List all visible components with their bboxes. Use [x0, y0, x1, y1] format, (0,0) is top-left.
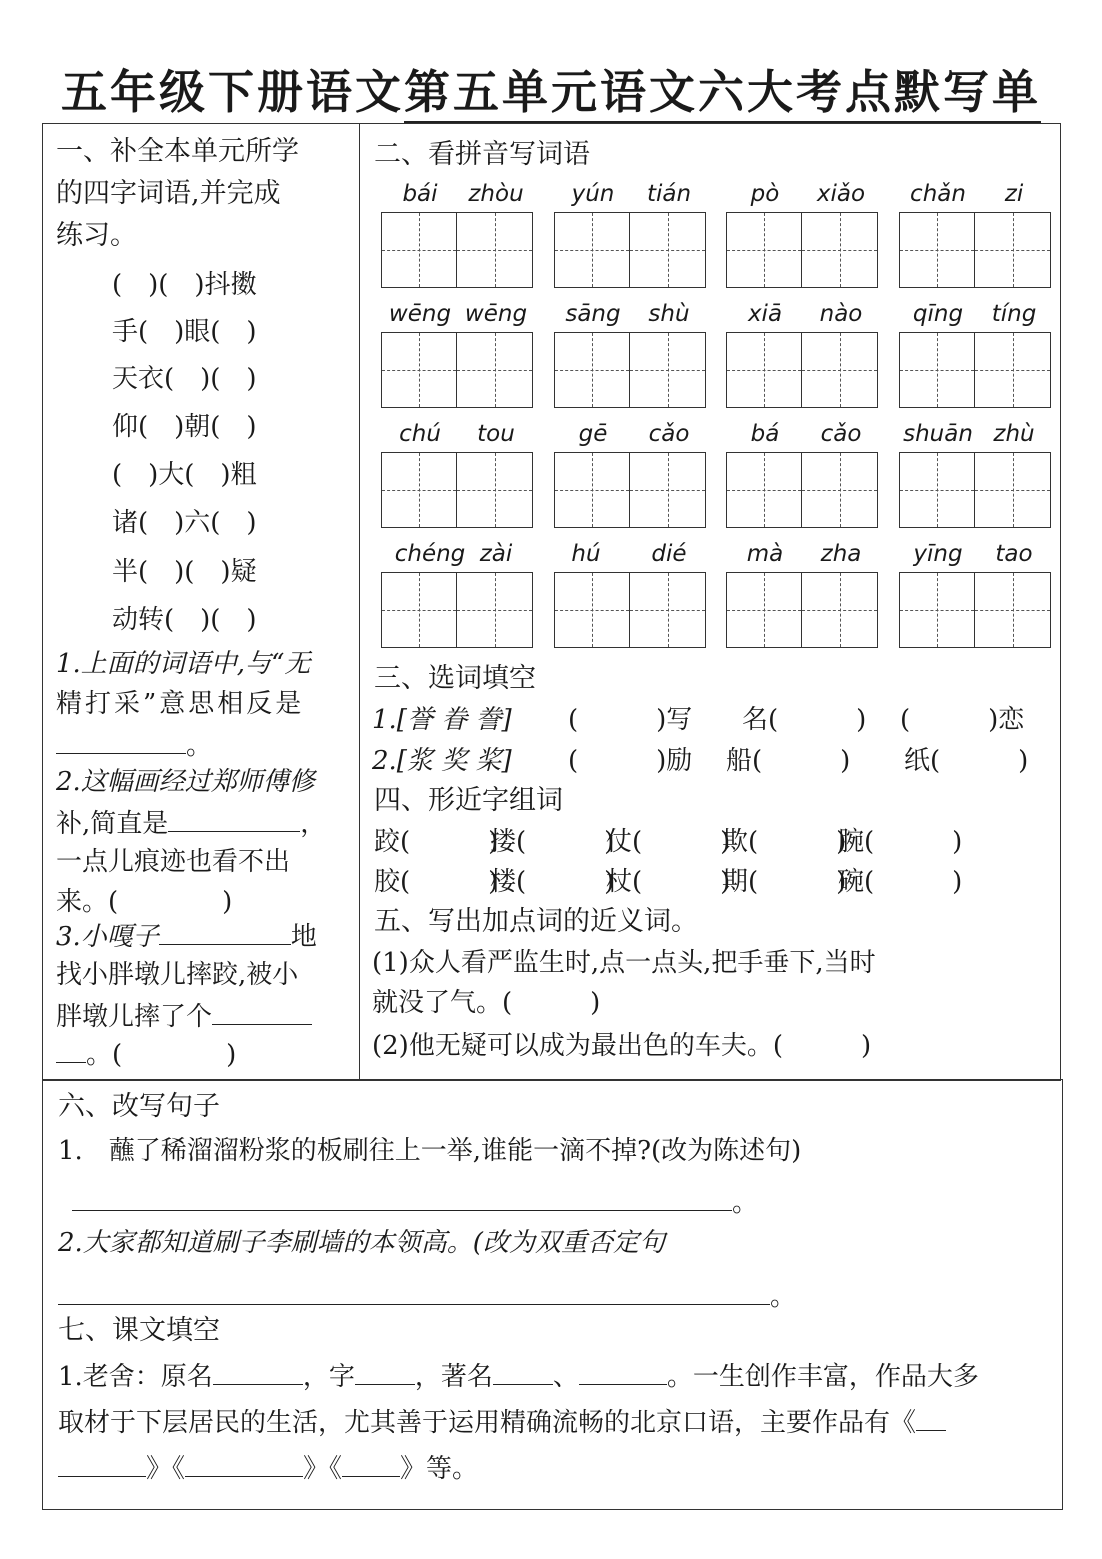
fill-text: 》等。 [400, 1454, 479, 1484]
fill-text: ，著名 [414, 1362, 493, 1392]
pinyin: qīng [912, 301, 964, 327]
writing-grid[interactable] [554, 332, 706, 408]
fill-text: 1.老舍：原名 [58, 1362, 213, 1392]
pinyin: yīng [913, 541, 963, 567]
choice2-c: 纸( ) [904, 746, 1029, 776]
answer-blank[interactable] [493, 1358, 553, 1385]
synonym-q2: (2)他无疑可以成为最出色的车夫。( ) [372, 1031, 872, 1061]
writing-grid[interactable] [899, 212, 1051, 288]
question3-line1 [56, 918, 317, 954]
pinyin: chú [399, 421, 441, 447]
writing-grid[interactable] [726, 212, 878, 288]
answer-blank[interactable] [159, 918, 291, 945]
pinyin: tao [995, 541, 1033, 567]
question2-line2 [56, 805, 326, 841]
question3-end: 。( ) [86, 1040, 237, 1070]
writing-grid[interactable] [899, 332, 1051, 408]
answer-blank[interactable] [185, 1450, 303, 1477]
pinyin: tou [477, 421, 515, 447]
char-pair: 仗( ) [606, 827, 731, 857]
section2-heading: 二、看拼音写词语 [374, 139, 590, 170]
idiom-3: 天衣( )( ) [112, 364, 257, 394]
writing-grid[interactable] [726, 332, 878, 408]
idiom-1: ( )( )抖擞 [112, 270, 257, 300]
choice1-b: 名( ) [742, 705, 867, 735]
synonym-q1-line1: (1)众人看严监生时,点一点头,把手垂下,当时 [372, 948, 876, 978]
pinyin: zhù [993, 421, 1035, 447]
pinyin: zài [479, 541, 513, 567]
writing-grid[interactable] [381, 332, 533, 408]
section5-heading: 五、写出加点词的近义词。 [374, 906, 698, 937]
section7-heading: 七、课文填空 [58, 1315, 220, 1346]
pinyin: shù [648, 301, 690, 327]
answer-blank[interactable] [168, 805, 300, 832]
choice1-a: ( )写 [568, 705, 693, 735]
pinyin: zha [820, 541, 862, 567]
pinyin: sāng [565, 301, 621, 327]
question2-line4: 来。( ) [56, 887, 233, 917]
pinyin: zi [1004, 181, 1024, 207]
answer-blank[interactable] [56, 727, 186, 754]
char-pair: 胶( ) [374, 867, 499, 897]
pinyin: cǎo [648, 421, 690, 447]
writing-grid[interactable] [899, 572, 1051, 648]
fill-text: 取材于下层居民的生活，尤其善于运用精确流畅的北京口语，主要作品有《 [58, 1408, 917, 1438]
pinyin: yún [571, 181, 615, 207]
question3-line4 [56, 1036, 236, 1072]
question2-line1: 2.这幅画经过郑师傅修 [56, 767, 315, 797]
answer-line[interactable] [72, 1210, 732, 1211]
answer-line[interactable] [58, 1304, 770, 1305]
fill-line1 [58, 1358, 979, 1394]
pinyin: shuān [903, 421, 973, 447]
fill-text: ，字 [302, 1362, 355, 1392]
idiom-2: 手( )眼( ) [112, 317, 257, 347]
pinyin: nào [819, 301, 863, 327]
char-pair: 搂( ) [490, 827, 615, 857]
section4-heading: 四、形近字组词 [374, 785, 563, 816]
answer-blank[interactable] [916, 1404, 946, 1431]
choice1-words: 1.[誉 眷 誊] [372, 705, 512, 735]
pinyin: bái [402, 181, 438, 207]
pinyin: hú [571, 541, 601, 567]
choice2-b: 船( ) [726, 746, 851, 776]
fill-text: 》《 [146, 1454, 186, 1484]
section1-heading-line2: 的四字词语,并完成 [56, 178, 281, 209]
question1-line3 [56, 727, 212, 763]
pinyin: tíng [991, 301, 1037, 327]
char-pair: 期( ) [722, 867, 847, 897]
synonym-q1-line2: 就没了气。( ) [372, 988, 601, 1018]
writing-grid[interactable] [554, 212, 706, 288]
fill-line3 [58, 1450, 478, 1486]
char-pair: 杖( ) [606, 867, 731, 897]
title-part1: 五年级下册语文 [61, 65, 404, 119]
writing-grid[interactable] [726, 452, 878, 528]
pinyin: chǎn [910, 181, 966, 207]
choice2-words: 2.[浆 奖 桨] [372, 746, 512, 776]
writing-grid[interactable] [554, 572, 706, 648]
pinyin: gē [578, 421, 608, 447]
char-pair: 楼( ) [490, 867, 615, 897]
answer-blank[interactable] [579, 1358, 667, 1385]
question2-comma: ， [300, 809, 327, 839]
char-pair: 碗( ) [838, 867, 963, 897]
writing-grid[interactable] [726, 572, 878, 648]
idiom-5: ( )大( )粗 [112, 460, 257, 490]
idiom-6: 诸( )六( ) [112, 508, 257, 538]
section1-heading-line1: 一、补全本单元所学 [56, 136, 299, 167]
answer-blank[interactable] [58, 1450, 146, 1477]
writing-grid[interactable] [381, 572, 533, 648]
pinyin: chéng [394, 541, 466, 567]
question3-tail: 地 [290, 922, 317, 952]
pinyin: wēng [464, 301, 528, 327]
char-pair: 跤( ) [374, 827, 499, 857]
rewrite-q1: 1. 蘸了稀溜溜粉浆的板刷往上一举,谁能一滴不掉?(改为陈述句) [58, 1136, 802, 1166]
rewrite-q1-end: 。 [732, 1188, 759, 1218]
question3-text2: 胖墩儿摔了个 [56, 1002, 213, 1032]
writing-grid[interactable] [381, 212, 533, 288]
writing-grid[interactable] [554, 452, 706, 528]
idiom-7: 半( )( )疑 [112, 557, 257, 587]
answer-blank[interactable] [355, 1358, 415, 1385]
pinyin: xiā [747, 301, 783, 327]
pinyin: pò [750, 181, 780, 207]
choice1-c: ( )恋 [900, 705, 1025, 735]
pinyin: bá [750, 421, 780, 447]
question3-text: 3.小嘎子 [56, 922, 159, 952]
pinyin: mà [746, 541, 784, 567]
question1-line1: 1.上面的词语中,与“无 [56, 649, 311, 679]
char-pair: 腕( ) [838, 827, 963, 857]
answer-blank[interactable] [213, 1358, 303, 1385]
idiom-8: 动转( )( ) [112, 605, 257, 635]
pinyin: wēng [388, 301, 452, 327]
pinyin: zhòu [468, 181, 524, 207]
question3-line2: 找小胖墩儿摔跤,被小 [56, 960, 299, 990]
question3-line3 [56, 998, 312, 1034]
fill-text: 、 [552, 1362, 579, 1392]
fill-text: 。一生创作丰富，作品大多 [666, 1362, 979, 1392]
rewrite-q2: 2.大家都知道刷子李刷墙的本领高。(改为双重否定句 [58, 1228, 665, 1258]
page-title [0, 62, 1102, 122]
fill-text: 》《 [303, 1454, 343, 1484]
choice2-a: ( )励 [568, 746, 693, 776]
question2-line3: 一点儿痕迹也看不出 [56, 847, 291, 877]
fill-line2 [58, 1404, 946, 1440]
pinyin: cǎo [820, 421, 862, 447]
section1-heading-line3: 练习。 [56, 220, 137, 251]
question1-line2: 精打采”意思相反是 [56, 689, 305, 719]
title-part2: 第五单元语文六大考点默写单 [404, 65, 1041, 124]
section6-heading: 六、改写句子 [58, 1091, 220, 1122]
question1-end: 。 [186, 731, 213, 761]
answer-blank[interactable] [342, 1450, 400, 1477]
pinyin: dié [651, 541, 687, 567]
answer-blank[interactable] [56, 1036, 86, 1063]
question2-text: 补,简直是 [56, 809, 169, 839]
pinyin: tián [646, 181, 692, 207]
writing-grid[interactable] [381, 452, 533, 528]
idiom-4: 仰( )朝( ) [112, 412, 257, 442]
section3-heading: 三、选词填空 [374, 663, 536, 694]
pinyin: xiǎo [816, 181, 866, 207]
char-pair: 欺( ) [722, 827, 847, 857]
writing-grid[interactable] [899, 452, 1051, 528]
rewrite-q2-end: 。 [770, 1282, 797, 1312]
answer-blank[interactable] [212, 998, 312, 1025]
